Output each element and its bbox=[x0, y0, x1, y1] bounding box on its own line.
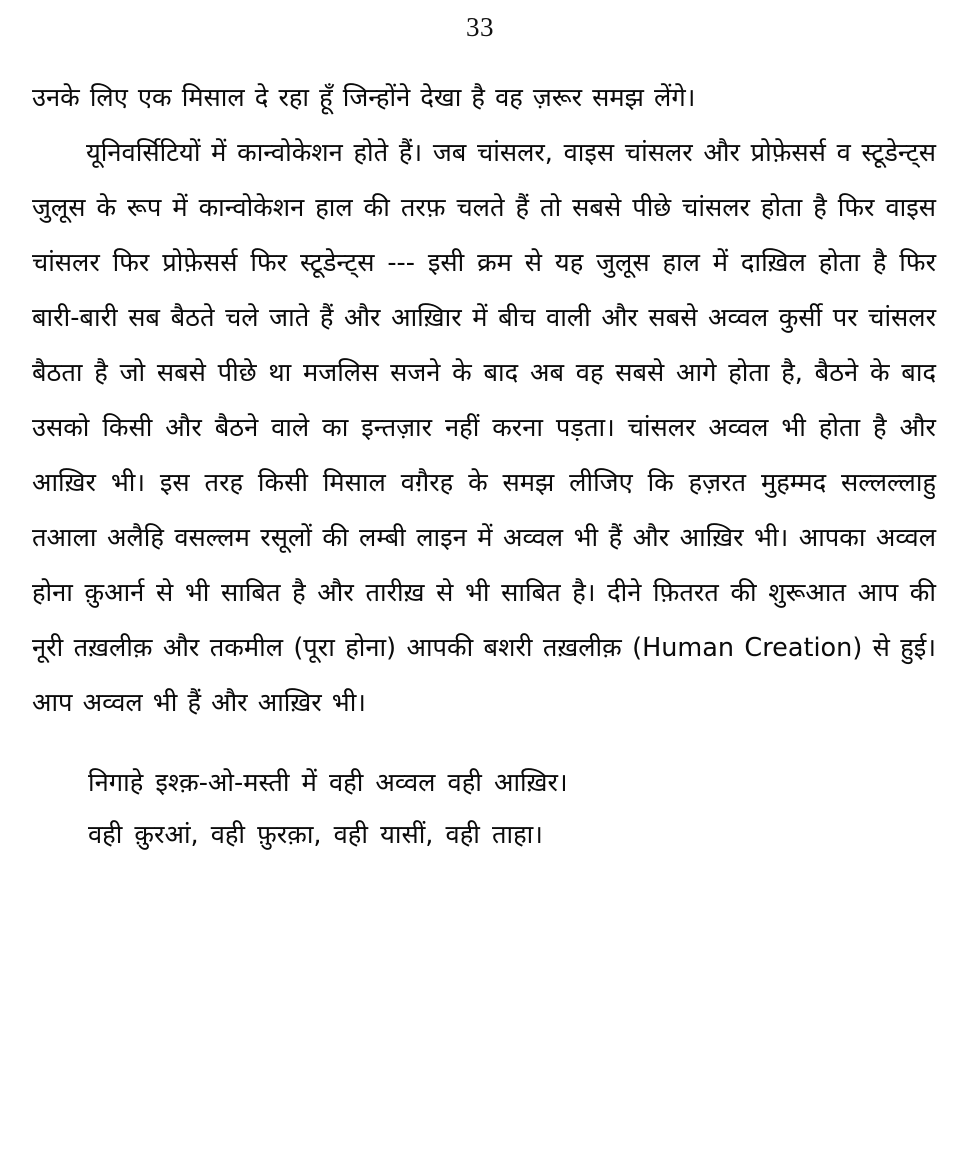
couplet-line-1: निगाहे इश्क़-ओ-मस्ती में वही अव्वल वही आख़िर। bbox=[88, 768, 568, 798]
couplet-block bbox=[0, 757, 960, 861]
body-text-block bbox=[0, 71, 960, 731]
couplet-line-2: वही क़ुरआं, वही फ़ुरक़ा, वही यासीं, वही ताहा। bbox=[88, 820, 543, 850]
page-number: 33 bbox=[466, 12, 494, 42]
paragraph-2: यूनिवर्सिटियों में कान्वोकेशन होते हैं। जब चांसलर, वाइस चांसलर और प्रोफ़ेसर्स व स्टूडेन्ट्स जुलूस के रूप में कान्वोकेशन हाल की तरफ़ चलते हैं तो सबसे पीछे चांसलर होता है फिर वाइस चांसलर फिर प्रोफ़ेसर्स फिर स्टूडेन्ट्स --- इसी क्रम से यह जुलूस हाल में दाख़िल होता है फिर बारी-बारी सब बैठते चले जाते हैं और आख़िार में बीच वाली और सबसे अव्वल कुर्सी पर चांसलर बैठता है जो सबसे पीछे था मजलिस सजने के बाद अब वह सबसे आगे होता है, बैठने के बाद उसको किसी और बैठने वाले का इन्तज़ार नहीं करना पड़ता। चांसलर अव्वल भी होता है और आख़िर भी। इस तरह किसी मिसाल वग़ैरह के समझ लीजिए कि हज़रत मुहम्मद सल्लल्लाहु तआला अलैहि वसल्लम रसूलों की लम्बी लाइन में अव्वल भी हैं और आख़िर भी। आपका अव्वल होना क़ुआर्न से भी साबित है और तारीख़ से भी साबित है। दीने फ़ितरत की शुरूआत आप की नूरी तख़लीक़ और तकमील (पूरा होना) आपकी बशरी तख़लीक़ (Human Creation) से हुई। आप अव्वल भी हैं और आख़िर भी। bbox=[32, 138, 936, 718]
paragraph-1: उनके लिए एक मिसाल दे रहा हूँ जिन्होंने देखा है वह ज़रूर समझ लेंगे। bbox=[32, 83, 696, 113]
